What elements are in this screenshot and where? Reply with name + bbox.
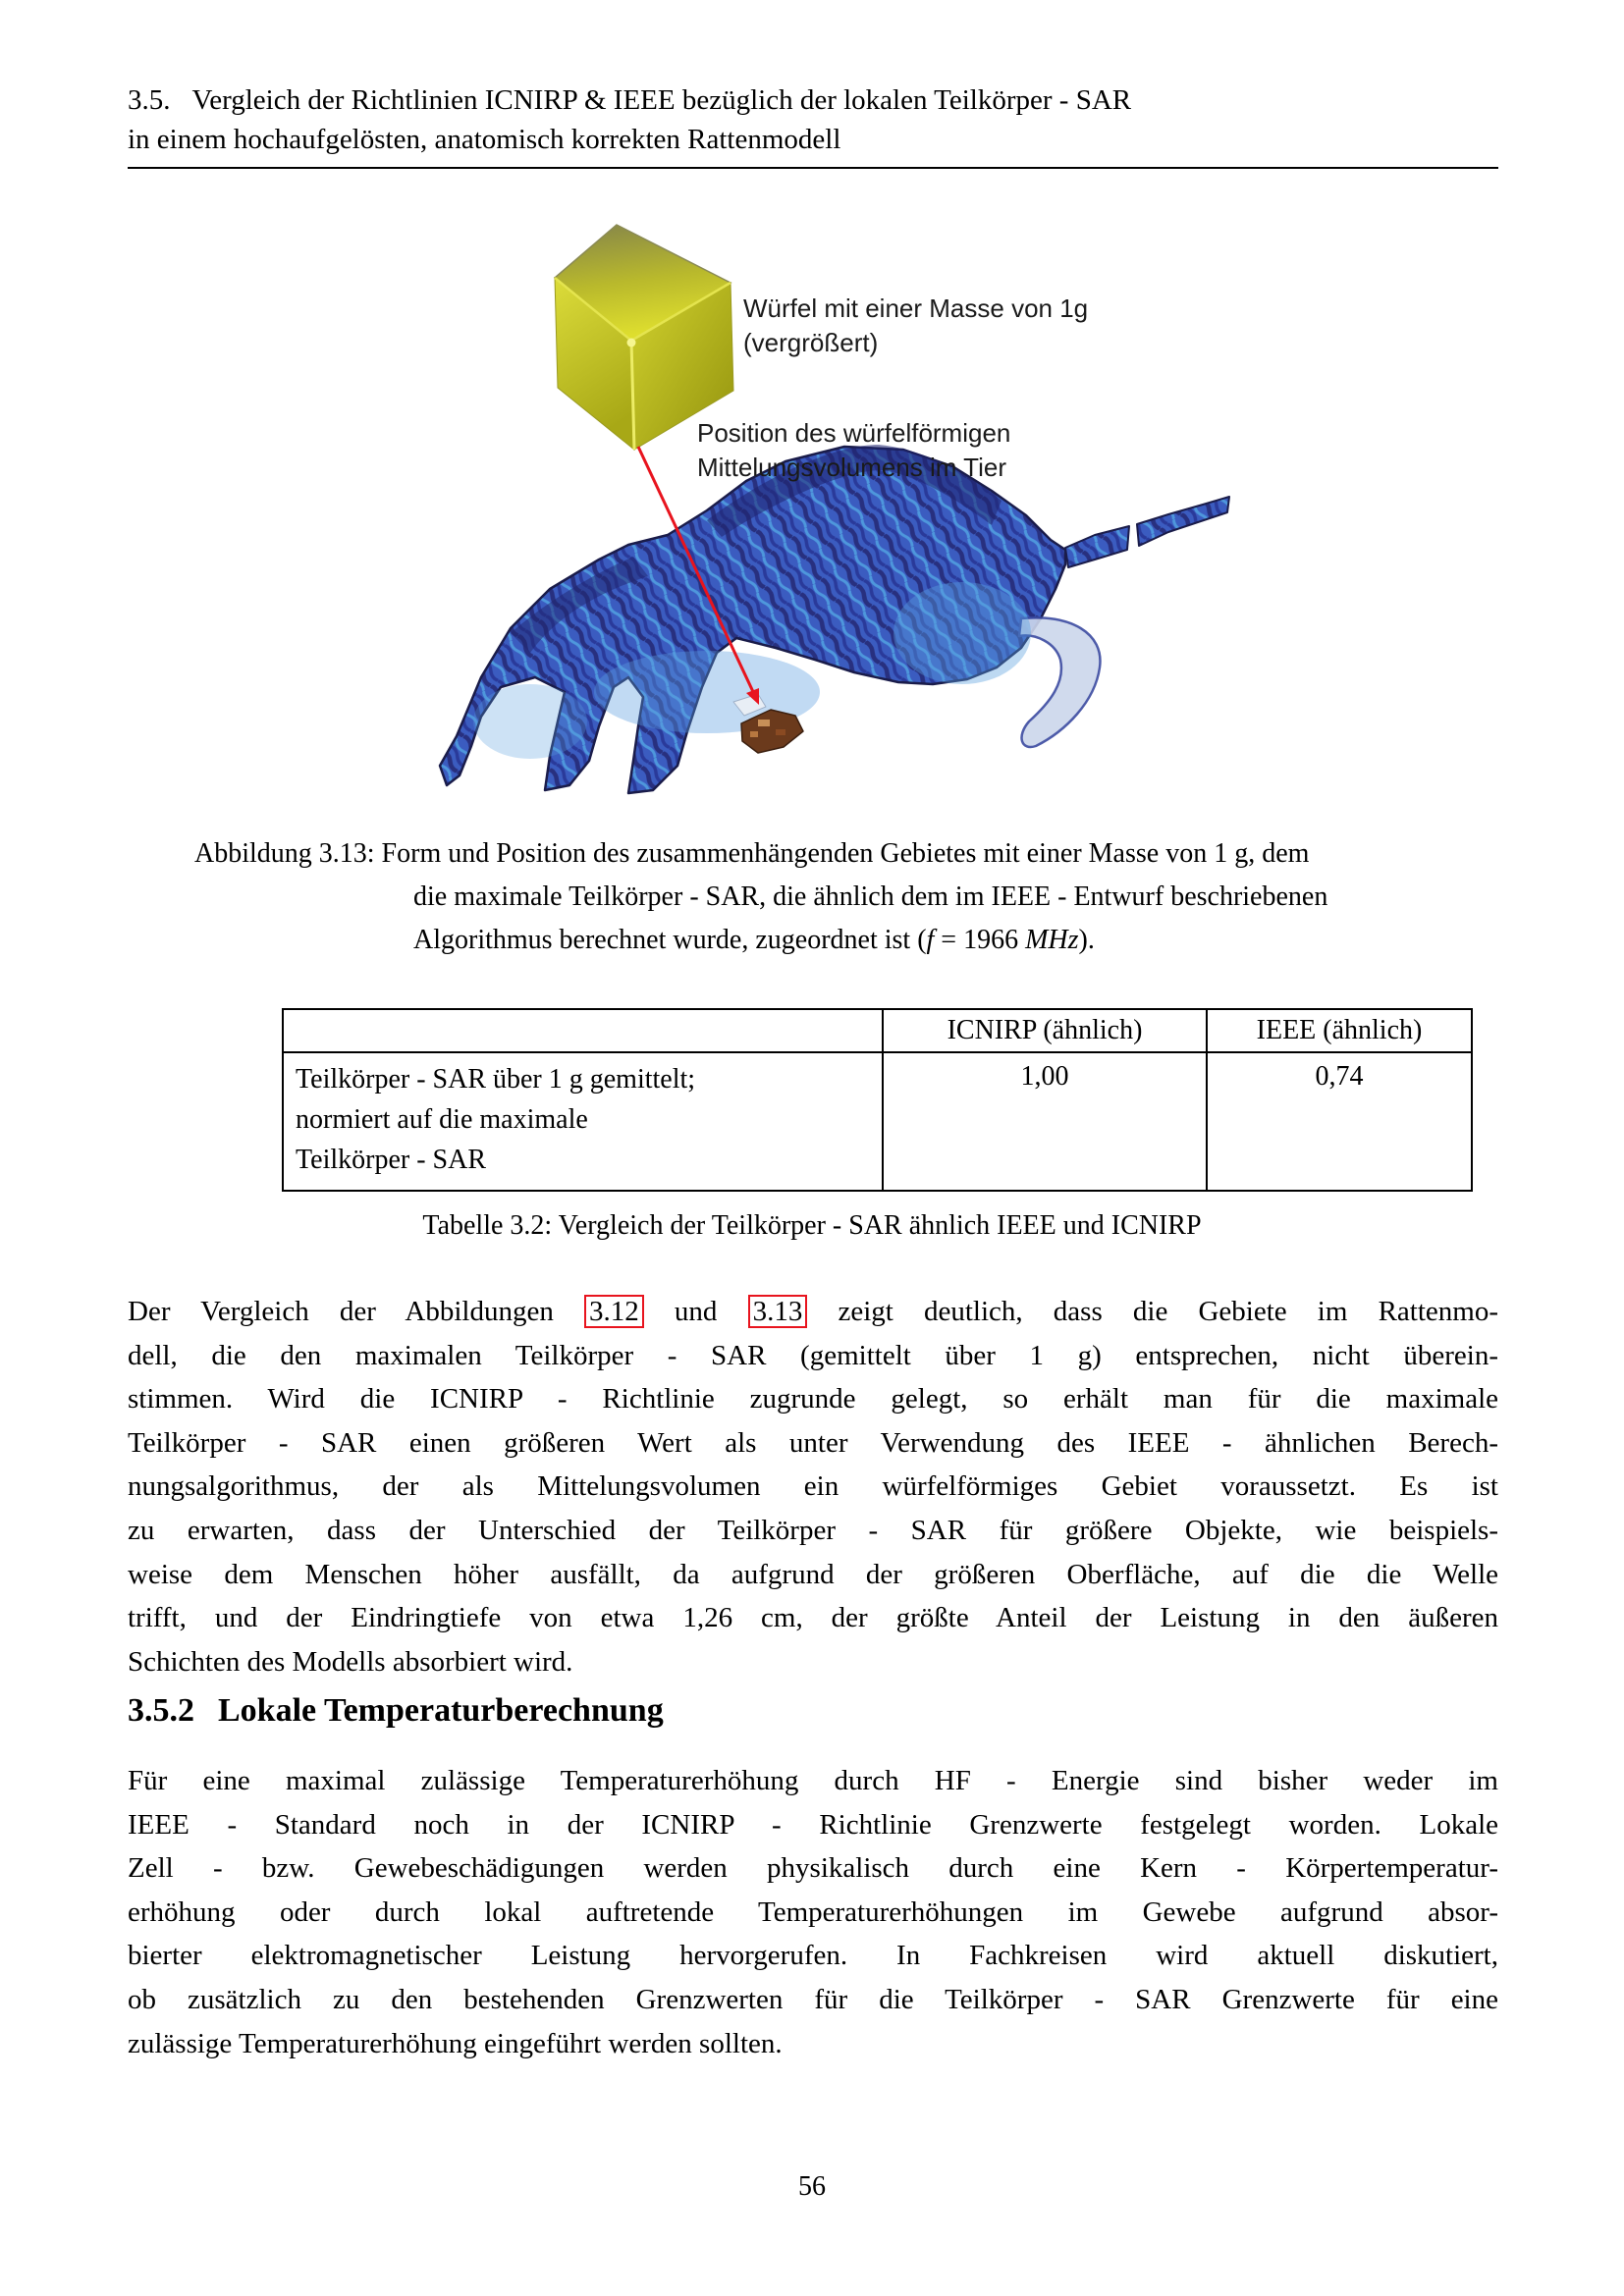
paragraph-comparison-line (128, 1290, 1498, 1334)
text-segment: Der Vergleich der Abbildungen (128, 1296, 585, 1327)
paragraph-temperature-line: ob zusätzlich zu den bestehenden Grenzwerten für die Teilkörper - SAR Grenzwerte für eine (128, 1983, 1498, 2015)
paragraph-comparison-line: Teilkörper - SAR einen größeren Wert als unter Verwendung des IEEE - ähnlichen Berech- (128, 1426, 1498, 1459)
table-header-row (283, 1009, 1472, 1052)
section-heading (128, 1692, 664, 1730)
cube-annotation-line1: Würfel mit einer Masse von 1g (743, 294, 1089, 323)
figure-reference-link[interactable]: 3.12 (584, 1295, 644, 1328)
row-label-cell-line: Teilkörper - SAR über 1 g gemittelt; (296, 1064, 696, 1095)
rat-model (440, 445, 1229, 793)
cube-annotation-line2: (vergrößert) (743, 328, 879, 357)
table-caption: Tabelle 3.2: Vergleich der Teilkörper - SAR ähnlich IEEE und ICNIRP (422, 1210, 1202, 1241)
header-cell-empty (283, 1009, 883, 1052)
text-segment: f (926, 925, 935, 955)
paragraph-temperature-line: Für eine maximal zulässige Temperaturerhöhung durch HF - Energie sind bisher weder im (128, 1765, 1498, 1796)
paragraph-comparison-line: trifft, und der Eindringtiefe von etwa 1,26 cm, der größte Anteil der Leistung in den äußeren (128, 1602, 1498, 1634)
paragraph-temperature-line: zulässige Temperaturerhöhung eingeführt werden sollten. (128, 2027, 783, 2059)
text-segment: zeigt deutlich, dass die Gebiete im Rattenmo- (807, 1296, 1498, 1327)
paragraph-comparison-line: dell, die den maximalen Teilkörper - SAR (gemittelt über 1 g) entsprechen, nicht überein- (128, 1339, 1498, 1371)
row-label-cell (283, 1052, 883, 1191)
running-head (128, 80, 1498, 159)
figure-caption-line: die maximale Teilkörper - SAR, die ähnlich dem im IEEE - Entwurf beschriebenen (413, 881, 1328, 912)
position-annotation-line2: Mittelungsvolumens im Tier (697, 453, 1006, 482)
figure-caption-line: Abbildung 3.13: Form und Position des zusammenhängenden Gebietes mit einer Masse von 1 g, dem (194, 838, 1310, 869)
row-label-cell-line: normiert auf die maximale (296, 1104, 588, 1135)
header-cell-icnirp: ICNIRP (ähnlich) (883, 1009, 1207, 1052)
figure-caption-line (194, 919, 1434, 962)
figure-caption (194, 832, 1434, 962)
figure-reference-link[interactable]: 3.13 (748, 1295, 808, 1328)
row-label-cell-line: Teilkörper - SAR (296, 1145, 487, 1175)
section-heading-number: 3.5.2 (128, 1692, 194, 1729)
cube-annotation (743, 292, 1088, 360)
text-segment: = 1966 (934, 925, 1026, 955)
paragraph-comparison-line: Schichten des Modells absorbiert wird. (128, 1645, 573, 1678)
text-segment: MHz (1025, 925, 1079, 955)
paragraph-comparison (128, 1290, 1498, 1683)
position-annotation (697, 416, 1010, 485)
header-cell-ieee: IEEE (ähnlich) (1207, 1009, 1472, 1052)
running-head-line1 (128, 80, 1498, 120)
paragraph-temperature-line: erhöhung oder durch lokal auftretende Temperaturerhöhungen im Gewebe aufgrund absor- (128, 1896, 1498, 1928)
paragraph-temperature-line: IEEE - Standard noch in der ICNIRP - Richtlinie Grenzwerte festgelegt worden. Lokale (128, 1808, 1498, 1841)
running-head-line2: in einem hochaufgelösten, anatomisch korrekten Rattenmodell (128, 124, 841, 155)
paragraph-comparison-line: zu erwarten, dass der Unterschied der Teilkörper - SAR für größere Objekte, wie beispiels- (128, 1514, 1498, 1546)
section-heading-title: Lokale Temperaturberechnung (218, 1692, 664, 1729)
paragraph-comparison-line: nungsalgorithmus, der als Mittelungsvolumen ein würfelförmiges Gebiet voraussetzt. Es ist (128, 1470, 1498, 1503)
running-head-title: Vergleich der Richtlinien ICNIRP & IEEE bezüglich der lokalen Teilkörper - SAR (191, 84, 1132, 116)
paragraph-comparison-line: weise dem Menschen höher ausfällt, da aufgrund der größeren Oberfläche, auf die die Welle (128, 1558, 1498, 1590)
text-segment: Algorithmus berechnet wurde, zugeordnet ist ( (413, 925, 927, 955)
text-segment: und (643, 1296, 748, 1327)
table-data-row (283, 1052, 1472, 1191)
position-annotation-line1: Position des würfelförmigen (697, 418, 1011, 448)
value-icnirp: 1,00 (883, 1052, 1207, 1191)
page-number: 56 (798, 2171, 826, 2202)
paragraph-temperature (128, 1759, 1498, 2065)
comparison-table (282, 1008, 1473, 1192)
value-ieee: 0,74 (1207, 1052, 1472, 1191)
section-number: 3.5. (128, 84, 171, 116)
paragraph-temperature-line: Zell - bzw. Gewebeschädigungen werden physikalisch durch eine Kern - Körpertemperatur- (128, 1852, 1498, 1885)
paragraph-comparison-line: stimmen. Wird die ICNIRP - Richtlinie zugrunde gelegt, so erhält man für die maximale (128, 1383, 1498, 1415)
header-rule (128, 167, 1498, 169)
paragraph-temperature-line: bierter elektromagnetischer Leistung hervorgerufen. In Fachkreisen wird aktuell diskutiert, (128, 1940, 1498, 1972)
text-segment: ). (1078, 925, 1095, 955)
